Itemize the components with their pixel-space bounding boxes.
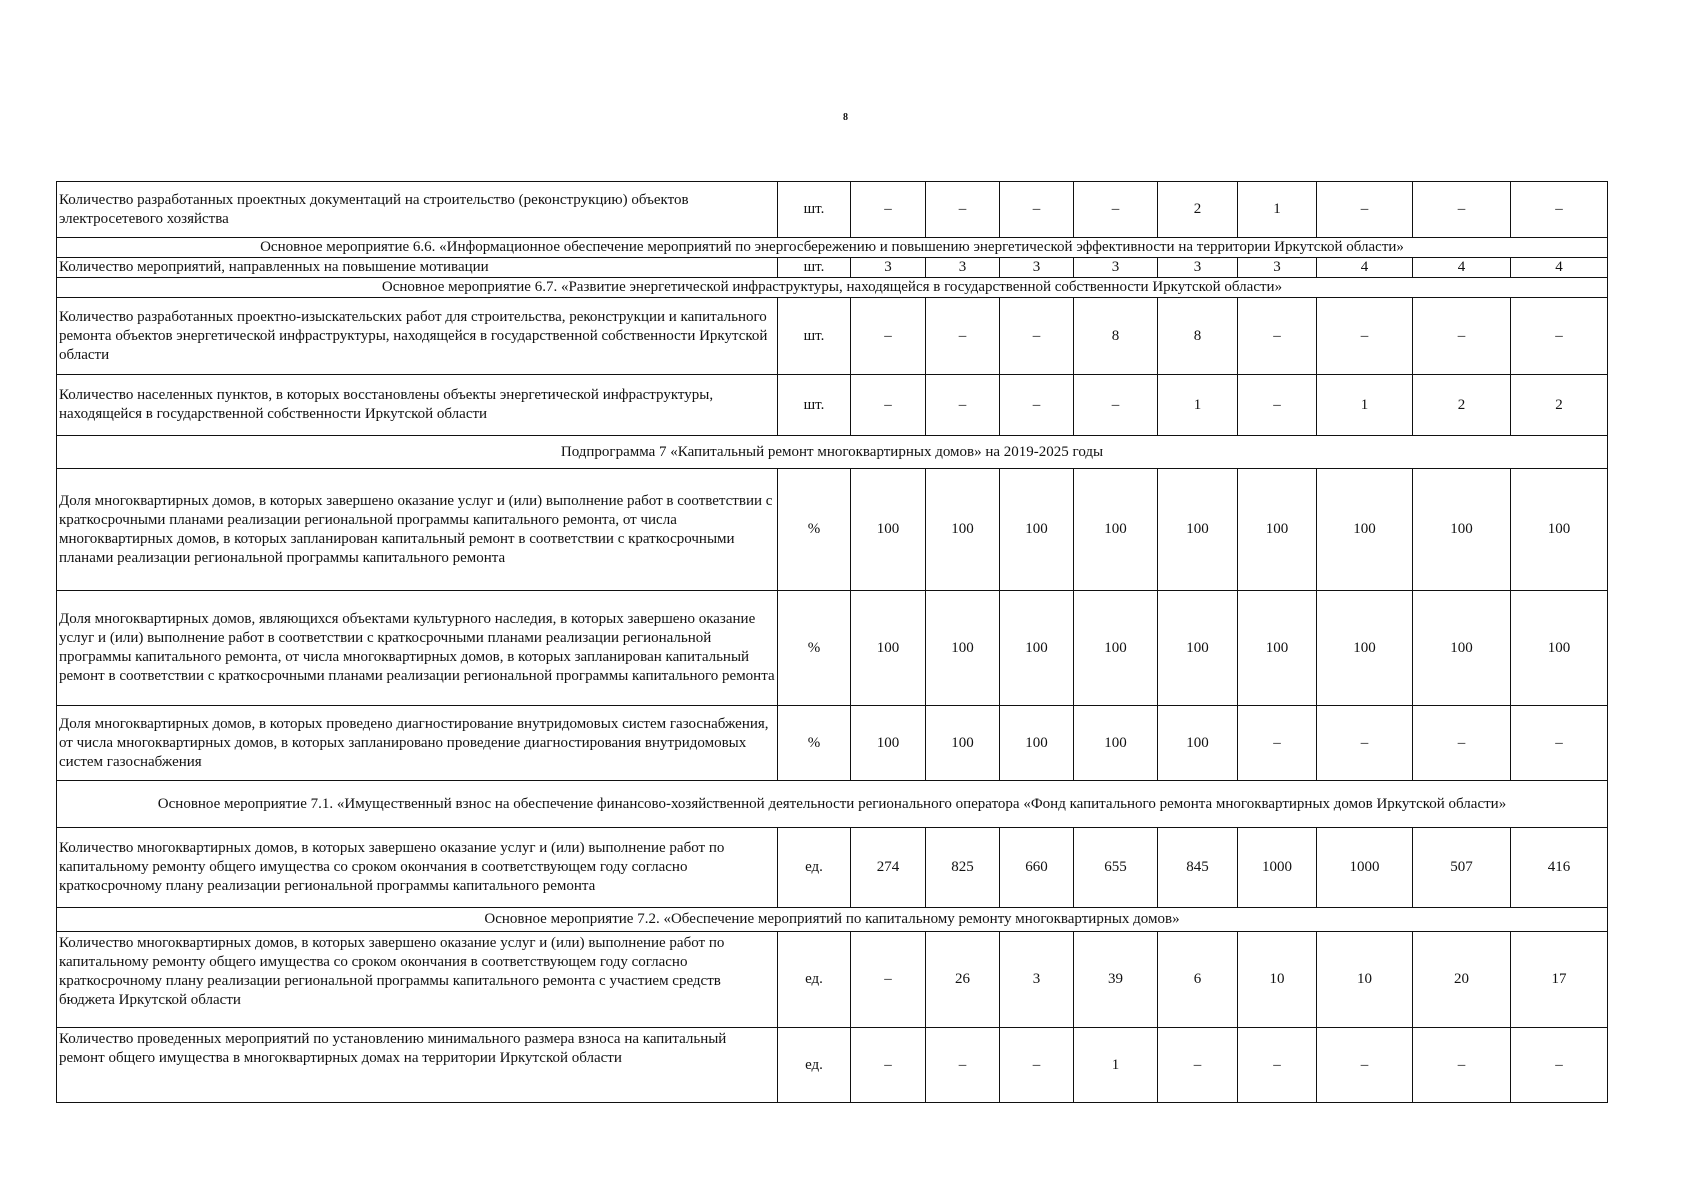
value-cell: – [1413,1028,1511,1103]
section-header-row [57,278,1608,298]
value-cell: – [1000,298,1074,375]
value-cell: – [1511,706,1608,781]
value-cell: 100 [1413,469,1511,591]
value-cell: – [851,375,926,436]
indicator-name: Количество многоквартирных домов, в которых завершено оказание услуг и (или) выполнение работ по капитальному ремонту общего имущества со сроком окончания в соответствующем году согласно краткосрочному плану реализации региональной программы капитального ремонта с участием средств бюджета Иркутской области [57,932,778,1028]
value-cell: 3 [926,258,1000,278]
value-cell: 100 [851,591,926,706]
indicator-row [57,591,1608,706]
unit-cell: шт. [778,298,851,375]
value-cell: 3 [851,258,926,278]
value-cell: 20 [1413,932,1511,1028]
value-cell: – [1511,298,1608,375]
value-cell: – [851,932,926,1028]
value-cell: 3 [1074,258,1158,278]
indicator-row [57,469,1608,591]
value-cell: 2 [1511,375,1608,436]
value-cell: – [1074,182,1158,238]
indicator-row [57,298,1608,375]
value-cell: 100 [851,706,926,781]
indicator-name: Количество проведенных мероприятий по установлению минимального размера взноса на капитальный ремонт общего имущества в многоквартирных домах на территории Иркутской области [57,1028,778,1103]
value-cell: 825 [926,828,1000,908]
value-cell: – [926,298,1000,375]
value-cell: – [1238,375,1317,436]
value-cell: 39 [1074,932,1158,1028]
value-cell: 26 [926,932,1000,1028]
value-cell: 660 [1000,828,1074,908]
value-cell: 100 [1000,706,1074,781]
value-cell: 4 [1511,258,1608,278]
value-cell: 274 [851,828,926,908]
value-cell: 3 [1000,932,1074,1028]
indicator-name: Количество разработанных проектно-изыскательских работ для строительства, реконструкции и капитального ремонта объектов энергетической инфраструктуры, находящейся в государственной собственности Иркутской области [57,298,778,375]
value-cell: 100 [1074,469,1158,591]
indicator-name: Доля многоквартирных домов, в которых завершено оказание услуг и (или) выполнение работ в соответствии с краткосрочными планами реализации региональной программы капитального ремонта, от числа многоквартирных домов, в которых запланирован капитальный ремонт в соответствии с краткосрочными планами реализации региональной программы капитального ремонта [57,469,778,591]
value-cell: 4 [1317,258,1413,278]
value-cell: 8 [1158,298,1238,375]
unit-cell: шт. [778,375,851,436]
value-cell: 3 [1158,258,1238,278]
value-cell: – [851,182,926,238]
value-cell: – [1000,375,1074,436]
indicator-row [57,1028,1608,1103]
value-cell: – [851,298,926,375]
value-cell: 100 [1511,469,1608,591]
section-header-row [57,781,1608,828]
indicator-name: Количество мероприятий, направленных на повышение мотивации [57,258,778,278]
indicator-name: Количество разработанных проектных документаций на строительство (реконструкцию) объектов электросетевого хозяйства [57,182,778,238]
section-header-row [57,238,1608,258]
value-cell: 100 [1000,469,1074,591]
value-cell: – [1317,182,1413,238]
section-title: Подпрограмма 7 «Капитальный ремонт многоквартирных домов» на 2019-2025 годы [57,436,1608,469]
unit-cell: % [778,706,851,781]
value-cell: – [1511,182,1608,238]
value-cell: 100 [1238,591,1317,706]
section-header-row [57,908,1608,932]
value-cell: 507 [1413,828,1511,908]
indicator-name: Количество многоквартирных домов, в которых завершено оказание услуг и (или) выполнение работ по капитальному ремонту общего имущества со сроком окончания в соответствующем году согласно краткосрочному плану реализации региональной программы капитального ремонта [57,828,778,908]
value-cell: – [1238,1028,1317,1103]
indicator-row [57,828,1608,908]
unit-cell: ед. [778,1028,851,1103]
indicator-row [57,375,1608,436]
value-cell: – [926,1028,1000,1103]
indicator-name: Доля многоквартирных домов, являющихся объектами культурного наследия, в которых завершено оказание услуг и (или) выполнение работ в соответствии с краткосрочными планами реализации региональной программы капитального ремонта, от числа многоквартирных домов, в которых запланирован капитальный ремонт в соответствии с краткосрочными планами реализации региональной программы капитального ремонта [57,591,778,706]
indicator-row [57,258,1608,278]
value-cell: 100 [926,591,1000,706]
value-cell: – [851,1028,926,1103]
indicator-row [57,706,1608,781]
value-cell: 100 [1238,469,1317,591]
page-number: 8 [843,112,848,123]
indicator-row [57,932,1608,1028]
value-cell: – [1317,706,1413,781]
value-cell: 100 [1413,591,1511,706]
value-cell: 4 [1413,258,1511,278]
value-cell: 100 [1317,469,1413,591]
value-cell: – [1317,1028,1413,1103]
value-cell: 100 [1158,591,1238,706]
value-cell: – [1413,182,1511,238]
value-cell: 10 [1317,932,1413,1028]
value-cell: 2 [1158,182,1238,238]
value-cell: 845 [1158,828,1238,908]
value-cell: – [1158,1028,1238,1103]
value-cell: – [1238,706,1317,781]
value-cell: 100 [1317,591,1413,706]
value-cell: – [1000,1028,1074,1103]
value-cell: – [1317,298,1413,375]
value-cell: – [1413,706,1511,781]
value-cell: – [926,375,1000,436]
indicators-table [56,181,1608,1103]
value-cell: 1 [1317,375,1413,436]
value-cell: 100 [1000,591,1074,706]
indicator-name: Количество населенных пунктов, в которых восстановлены объекты энергетической инфраструктуры, находящейся в государственной собственности Иркутской области [57,375,778,436]
value-cell: 17 [1511,932,1608,1028]
value-cell: 3 [1000,258,1074,278]
value-cell: – [926,182,1000,238]
unit-cell: шт. [778,182,851,238]
value-cell: 100 [1511,591,1608,706]
value-cell: – [1511,1028,1608,1103]
section-title: Основное мероприятие 7.2. «Обеспечение мероприятий по капитальному ремонту многоквартирных домов» [57,908,1608,932]
value-cell: 100 [1158,469,1238,591]
value-cell: 416 [1511,828,1608,908]
value-cell: 1 [1238,182,1317,238]
value-cell: 1 [1158,375,1238,436]
unit-cell: % [778,591,851,706]
value-cell: 100 [1074,591,1158,706]
section-title: Основное мероприятие 6.7. «Развитие энергетической инфраструктуры, находящейся в государственной собственности Иркутской области» [57,278,1608,298]
value-cell: 100 [1158,706,1238,781]
indicator-name: Доля многоквартирных домов, в которых проведено диагностирование внутридомовых систем газоснабжения, от числа многоквартирных домов, в которых запланировано проведение диагностирования внутридомовых систем газоснабжения [57,706,778,781]
value-cell: 1 [1074,1028,1158,1103]
value-cell: 6 [1158,932,1238,1028]
value-cell: 2 [1413,375,1511,436]
value-cell: – [1074,375,1158,436]
unit-cell: % [778,469,851,591]
unit-cell: шт. [778,258,851,278]
value-cell: 1000 [1238,828,1317,908]
value-cell: 10 [1238,932,1317,1028]
value-cell: 100 [851,469,926,591]
section-header-row [57,436,1608,469]
value-cell: 100 [926,706,1000,781]
value-cell: – [1000,182,1074,238]
value-cell: 3 [1238,258,1317,278]
value-cell: 655 [1074,828,1158,908]
value-cell: 8 [1074,298,1158,375]
unit-cell: ед. [778,932,851,1028]
value-cell: – [1238,298,1317,375]
value-cell: 100 [1074,706,1158,781]
value-cell: – [1413,298,1511,375]
value-cell: 1000 [1317,828,1413,908]
value-cell: 100 [926,469,1000,591]
indicator-row [57,182,1608,238]
unit-cell: ед. [778,828,851,908]
section-title: Основное мероприятие 6.6. «Информационное обеспечение мероприятий по энергосбережению и повышению энергетической эффективности на территории Иркутской области» [57,238,1608,258]
section-title: Основное мероприятие 7.1. «Имущественный взнос на обеспечение финансово-хозяйственной деятельности регионального оператора «Фонд капитального ремонта многоквартирных домов Иркутской области» [57,781,1608,828]
